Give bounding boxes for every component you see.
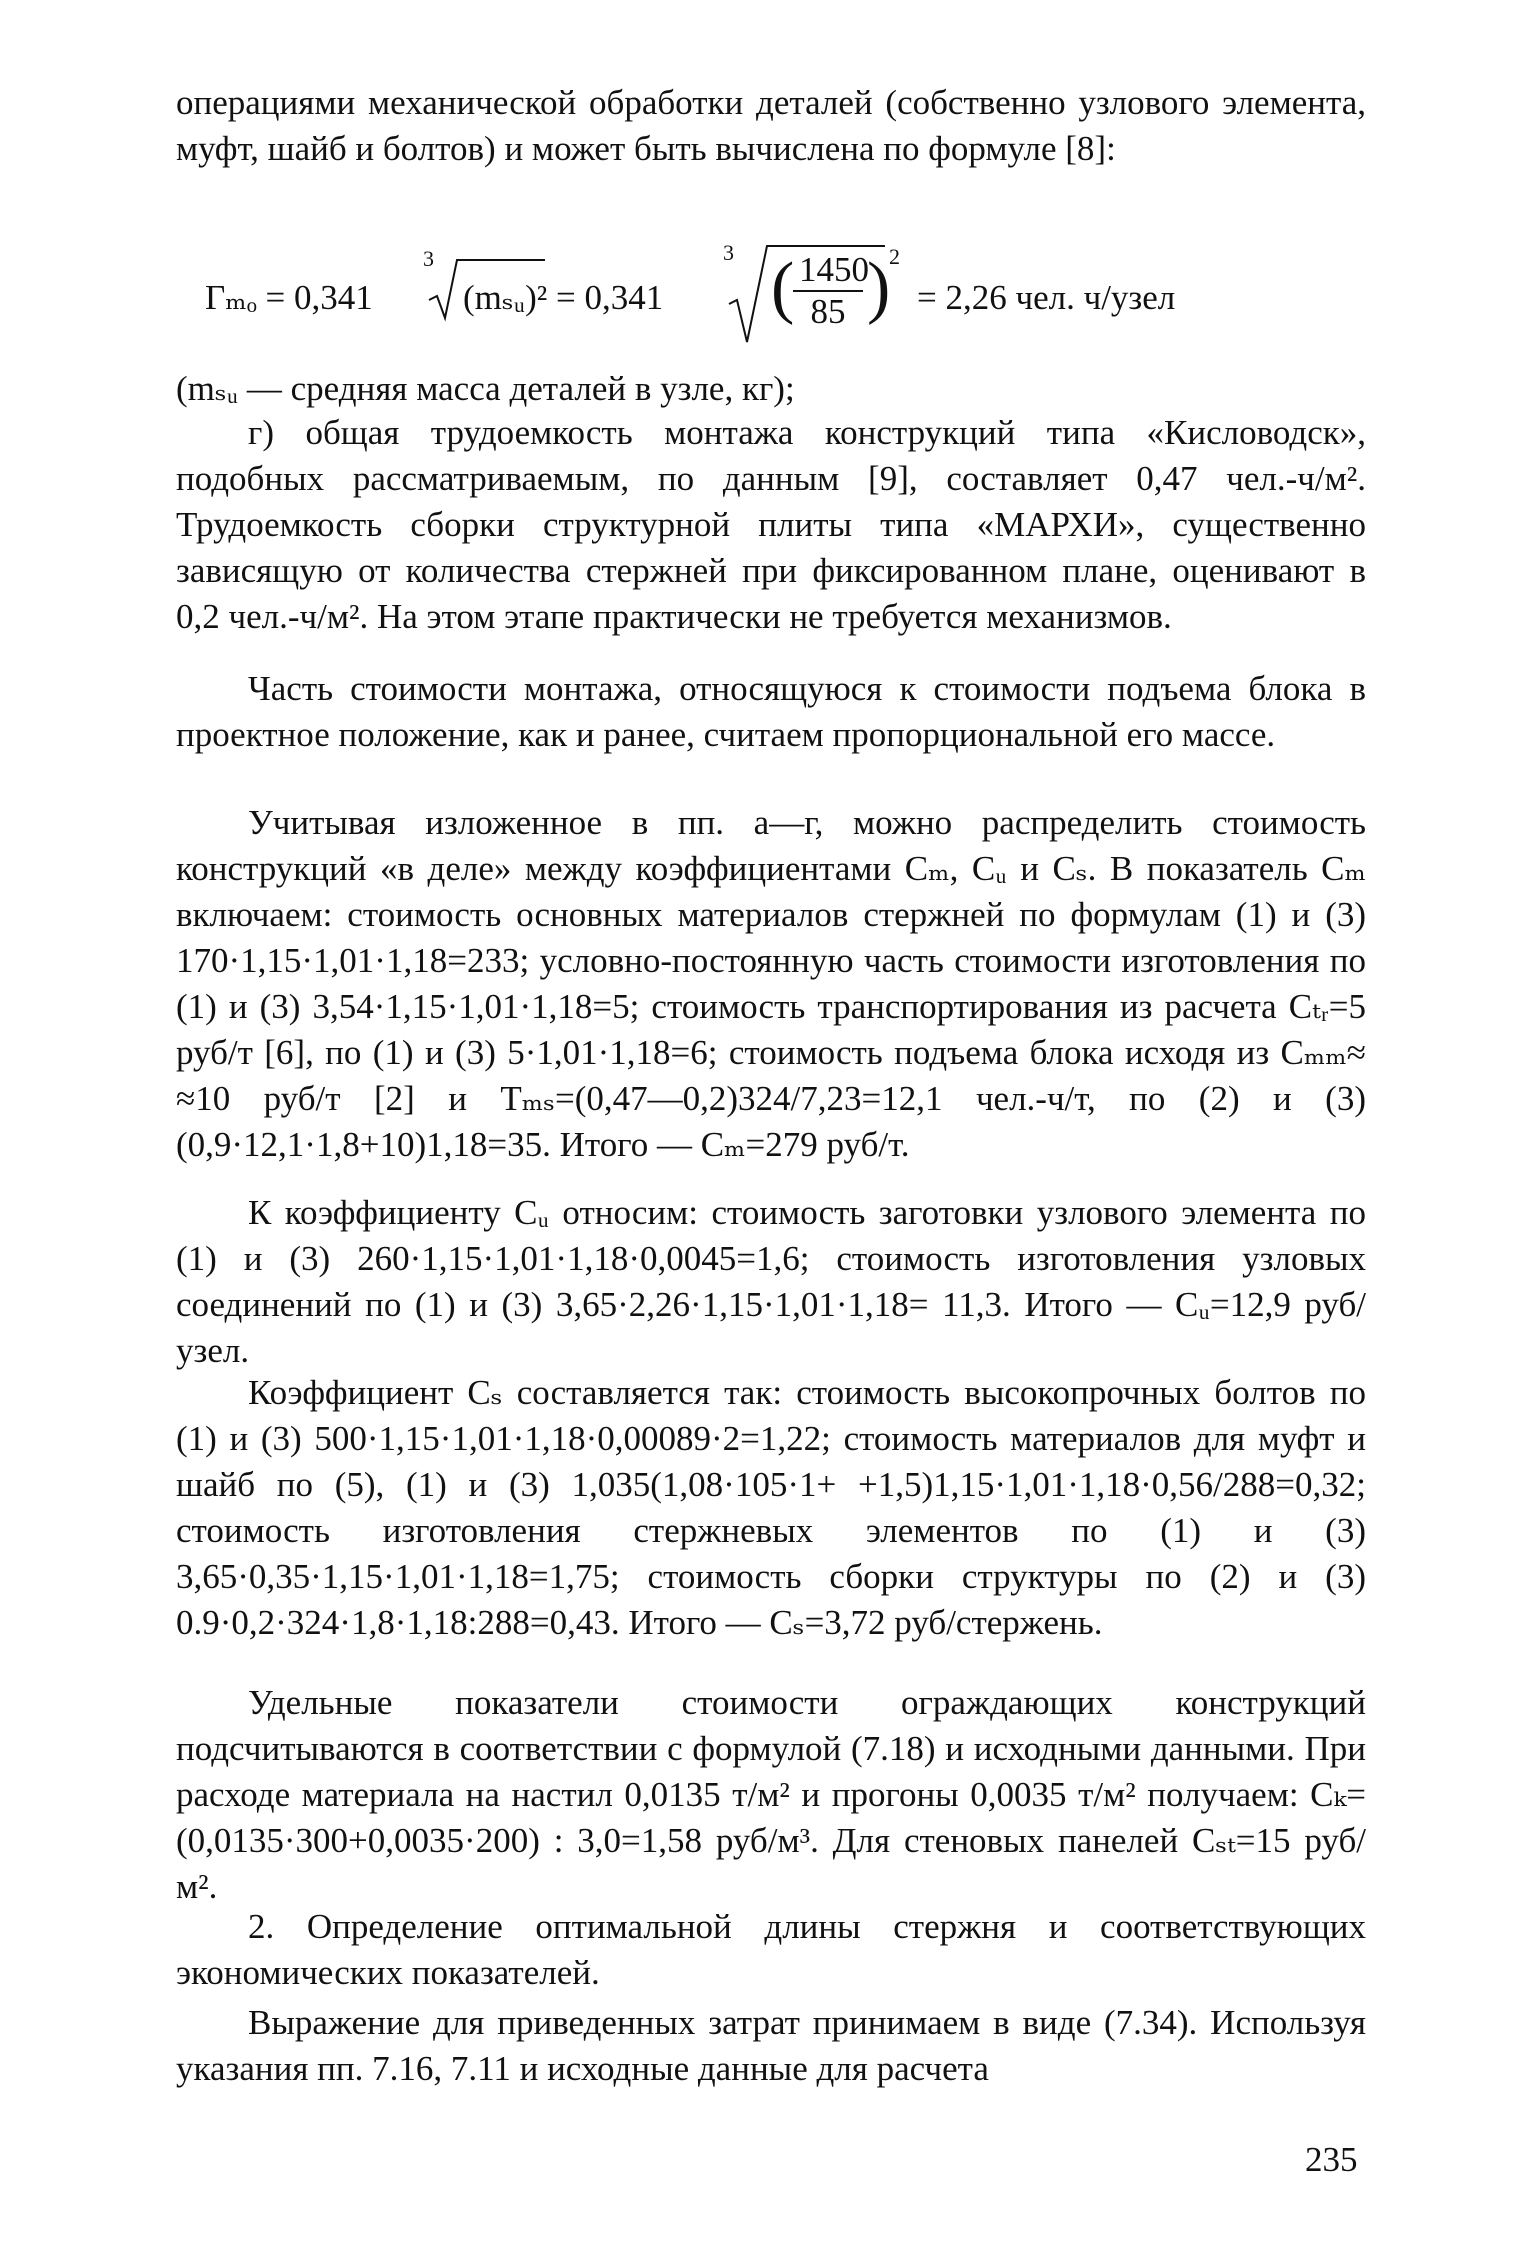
paragraph-cu: К коэффициенту Cᵤ относим: стоимость заготовки узлового элемента по (1) и (3) 260·1,15·1,01·1,18·0,0045=1,6; стоимость изготовления узловых соединений по (1) и (3) 3,65·2,26·1,15·1,01·1,18= 11,3. Итого — Cᵤ=12,9 руб/узел. [176,1193,1366,1370]
paren-left: ( [771,249,795,326]
paragraph-note: (mₛᵤ — средняя масса деталей в узле, кг); [176,369,795,408]
formula-labor [205,238,1365,348]
paragraph-specific: Удельные показатели стоимости ограждающих конструкций подсчитываются в соответствии с формулой (7.18) и исходными данными. При расходе материала на настил 0,0135 т/м² и прогоны 0,0035 т/м² получаем: Cₖ= (0,0135·300+0,0035·200) : 3,0=1,58 руб/м³. Для стеновых панелей Cₛₜ=15 руб/м². [176,1683,1366,1906]
paren-right: ) [867,249,891,326]
paragraph-cs: Коэффициент Cₛ составляется так: стоимость высокопрочных болтов по (1) и (3) 500·1,15·1,01·1,18·0,00089·2=1,22; стоимость материалов для муфт и шайб по (5), (1) и (3) 1,035(1,08·105·1+ +1,5)1,15·1,01·1,18·0,56/288=0,32; стоимость изготовления стержневых элементов по (1) и (3) 3,65·0,35·1,15·1,01·1,18=1,75; стоимость сборки структуры по (2) и (3) 0.9·0,2·324·1,8·1,18:288=0,43. Итого — Cₛ=3,72 руб/стержень. [176,1373,1366,1642]
formula-fraction [793,250,869,332]
fraction-numerator: 1450 [793,250,863,292]
paragraph-montage: Часть стоимости монтажа, относящуюся к стоимости подъема блока в проектное положение, как и ранее, считаем пропорциональной его массе. [176,669,1366,754]
paragraph-expression: Выражение для приведенных затрат принимаем в виде (7.34). Используя указания пп. 7.16, 7.11 и исходные данные для расчета [176,2003,1366,2088]
page-number: 235 [1305,2140,1358,2179]
paragraph-cm: Учитывая изложенное в пп. а—г, можно распределить стоимость конструкций «в деле» между коэффициентами Cₘ, Cᵤ и Cₛ. В показатель Cₘ включаем: стоимость основных материалов стержней по формулам (1) и (3) 170·1,15·1,01·1,18=233; условно-постоянную часть стоимости изготовления по (1) и (3) 3,54·1,15·1,01·1,18=5; стоимость транспортирования из расчета Cₜᵣ=5 руб/т [6], по (1) и (3) 5·1,01·1,18=6; стоимость подъема блока исходя из Cₘₘ≈ ≈10 руб/т [2] и Tₘₛ=(0,47—0,2)324/7,23=12,1 чел.-ч/т, по (2) и (3) (0,9·12,1·1,8+10)1,18=35. Итого — Cₘ=279 руб/т. [176,803,1366,1164]
formula-result: = 2,26 чел. ч/узел [917,278,1176,317]
formula-radicand: (mₛᵤ)² = 0,341 [463,278,664,317]
paragraph-g: г) общая трудоемкость монтажа конструкций типа «Кисловодск», подобных рассматриваемым, по данным [9], составляет 0,47 чел.-ч/м². Трудоемкость сборки структурной плиты типа «МАРХИ», существенно зависящую от количества стержней при фиксированном плане, оценивают в 0,2 чел.-ч/м². На этом этапе практически не требуется механизмов. [176,413,1366,636]
formula-lhs: Гₘₒ = 0,341 [205,278,373,317]
paragraph-intro: операциями механической обработки деталей (собственно узлового элемента, муфт, шайб и болтов) и может быть вычислена по формуле [8]: [176,83,1366,168]
formula-exponent: 2 [889,244,900,269]
paragraph-section-2: 2. Определение оптимальной длины стержня и соответствующих экономических показателей. [176,1907,1366,1992]
fraction-denominator: 85 [810,292,846,331]
formula-root-index-2: 3 [723,240,734,265]
formula-root-index: 3 [423,246,434,271]
